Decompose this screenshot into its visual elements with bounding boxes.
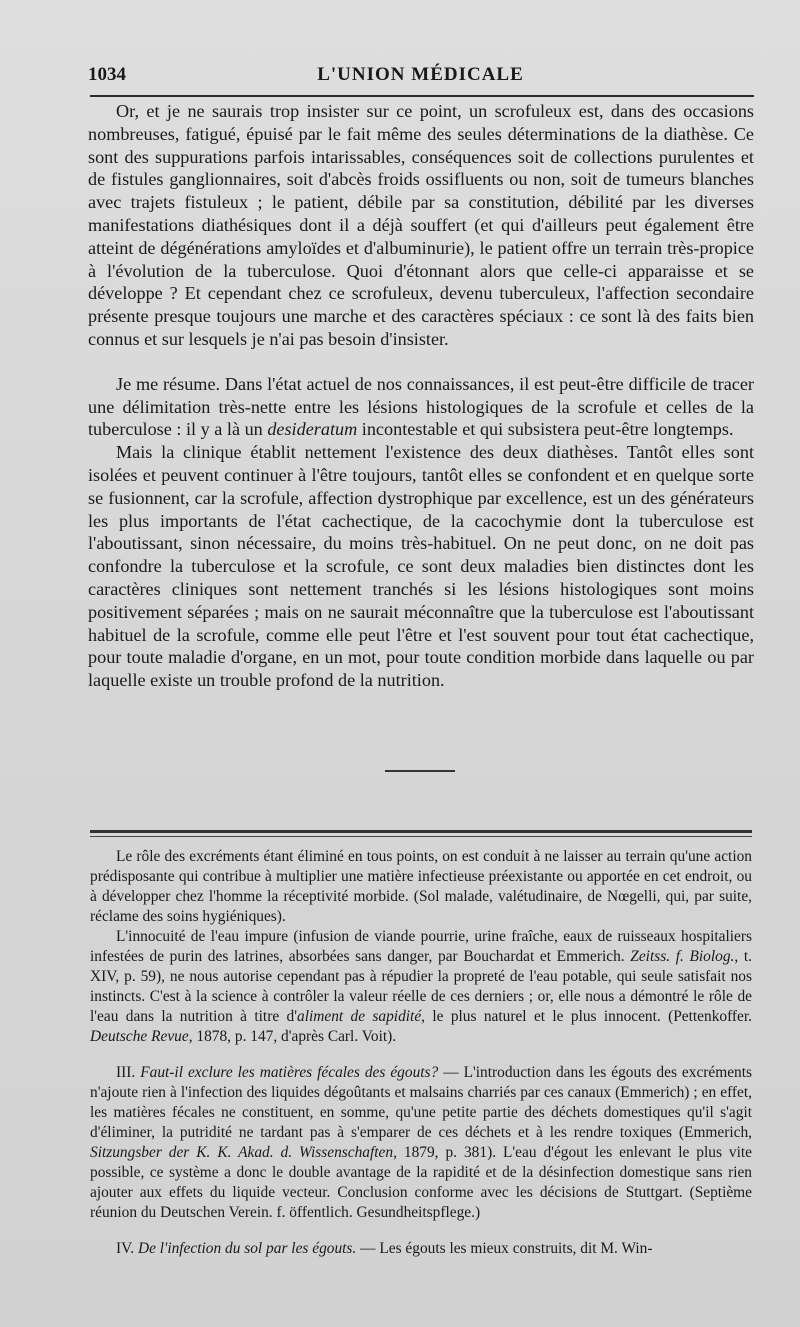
notes-rule-thick (90, 830, 752, 833)
note-text: III. (116, 1064, 141, 1081)
paragraph (88, 373, 754, 441)
page-number: 1034 (88, 64, 126, 85)
italic-term: desideratum (267, 419, 358, 440)
italic-reference: Sitzungsber der K. K. Akad. d. Wissenschaften (90, 1144, 394, 1161)
italic-reference: Deutsche Revue (90, 1028, 189, 1045)
paragraph-text: incontestable et qui subsistera peut-être longtemps. (357, 419, 734, 440)
italic-reference: Zeitss. f. Biolog. (630, 948, 735, 965)
paragraph-text: Or, et je ne saurais trop insister sur ce point, un scrofuleux est, dans des occasions nombreuses, fatigué, épuisé par le fait même des seules déterminations de la diathèse. Ce sont des suppurations parfois intarissables, conséquences soit de collections purulentes et de fistules ganglionnaires, soit d'abcès froids ossifluents ou non, soit de tumeurs blanches avec trajets fistuleux ; le patient, débile par sa constitution, débilité par les diverses manifestations diathésiques dont il a déjà souffert (et qui d'ailleurs peut également être atteint de dégénérations amyloïdes et d'albuminurie), le patient offre un terrain très-propice à l'évolution de la tuberculose. Quoi d'étonnant alors que celle-ci apparaisse et se développe ? Et cependant chez ce scrofuleux, devenu tuberculeux, l'affection secondaire présente presque toujours une marche et des caractères spéciaux : ce sont là des faits bien connus et sur lesquels je n'ai pas besoin d'insister. (88, 101, 754, 349)
note-text: Le rôle des excréments étant éliminé en tous points, on est conduit à ne laisser au terrain qu'une action prédisposante qui contribue à multiplier une matière infectieuse préexistante ou apportée en cet endroit, ou à développer chez l'homme la réceptivité morbide. (Sol malade, valétudinaire, de Nœgelli, qui, par suite, réclame des soins hygiéniques). (90, 848, 752, 925)
notes-section (90, 847, 752, 1259)
section-ornament-rule (385, 770, 455, 772)
paragraph-text: Mais la clinique établit nettement l'existence des deux diathèses. Tantôt elles sont isolées et peuvent continuer à l'être toujours, tantôt elles se confondent et en quelque sorte se fusionnent, car la scrofule, affection dystrophique par excellence, est un des générateurs les plus importants de l'état cachectique, de la cacochymie dont la tuberculose est l'aboutissant, sinon nécessaire, du moins très-habituel. On ne peut donc, on ne doit pas confondre la tuberculose et la scrofule, ce sont deux maladies bien distinctes dont les caractères cliniques sont nettement tranchés si les lésions histologiques sont moins positivement séparées ; mais on ne saurait méconnaître que la tuberculose est l'aboutissant habituel de la scrofule, comme elle peut l'être et l'est souvent pour tout état cachectique, pour toute maladie d'organe, en un mot, pour toute condition morbide dans laquelle ou par laquelle existe un trouble profond de la nutrition. (88, 442, 754, 691)
notes-rule-thin (90, 836, 752, 837)
note-text: , 1878, p. 147, d'après Carl. Voit). (188, 1028, 397, 1045)
note-paragraph (90, 1239, 752, 1259)
note-text: , le plus naturel et le plus innocent. (Pettenkoffer. (421, 1008, 753, 1025)
paragraph-text: Je me résume. Dans l'état actuel de nos connaissances, il est peut-être difficile de tracer une délimitation très-nette entre les lésions histologiques de la scrofule et celles de la tuberculose : il y a là un (88, 373, 754, 440)
note-text: , 1879, p. 381). L'eau d'égout les enlevant le plus vite possible, ce système a donc le double avantage de la rapidité et de la désinfection domestique sans rien ajouter aux effets du liquide vecteur. Conclusion conforme avec les décisions de Stuttgart. (Septième réunion du Deutschen Verein. f. öffentlich. Gesundheitspflege.) (90, 1144, 752, 1221)
italic-heading: De l'infection du sol par les égouts. (137, 1240, 357, 1257)
page-header (88, 60, 753, 90)
italic-term: aliment de sapidité (297, 1008, 422, 1025)
italic-heading: Faut-il exclure les matières fécales des égouts? (140, 1064, 439, 1081)
note-text: IV. (116, 1240, 138, 1257)
note-text: — Les égouts les mieux construits, dit M. Win- (356, 1240, 653, 1257)
note-paragraph (90, 1063, 752, 1223)
note-paragraph (90, 847, 752, 927)
header-rule (90, 95, 754, 97)
main-text (88, 100, 754, 692)
note-paragraph (90, 927, 752, 1047)
running-title: L'UNION MÉDICALE (317, 64, 524, 85)
paragraph (88, 441, 754, 692)
note-text: , t. XIV, p. 59), ne nous autorise cependant pas à répudier la propreté de l'eau potable, qui seule satisfait nos instincts. C'est à la science à contrôler la valeur réelle de ces derniers ; or, elle nous a démontré le rôle de l'eau dans la nutrition à titre d' (90, 948, 752, 1025)
paragraph (88, 100, 754, 351)
note-text: L'innocuité de l'eau impure (infusion de viande pourrie, urine fraîche, eaux de ruisseaux hospitaliers infestées de purin des latrines, absorbées sans danger, par Bouchardat et Emmerich. (90, 928, 752, 965)
note-text: — L'introduction dans les égouts des excréments n'ajoute rien à l'infection des liquides dégoûtants et malsains charriés par ces canaux (Emmerich) ; en effet, les matières fécales ne constituent, en somme, qu'une petite partie des déchets domestiques qu'il s'agit d'éliminer, la putridité ne tardant pas à s'emparer de ces déchets et à les rendre toxiques (Emmerich, (90, 1064, 752, 1141)
